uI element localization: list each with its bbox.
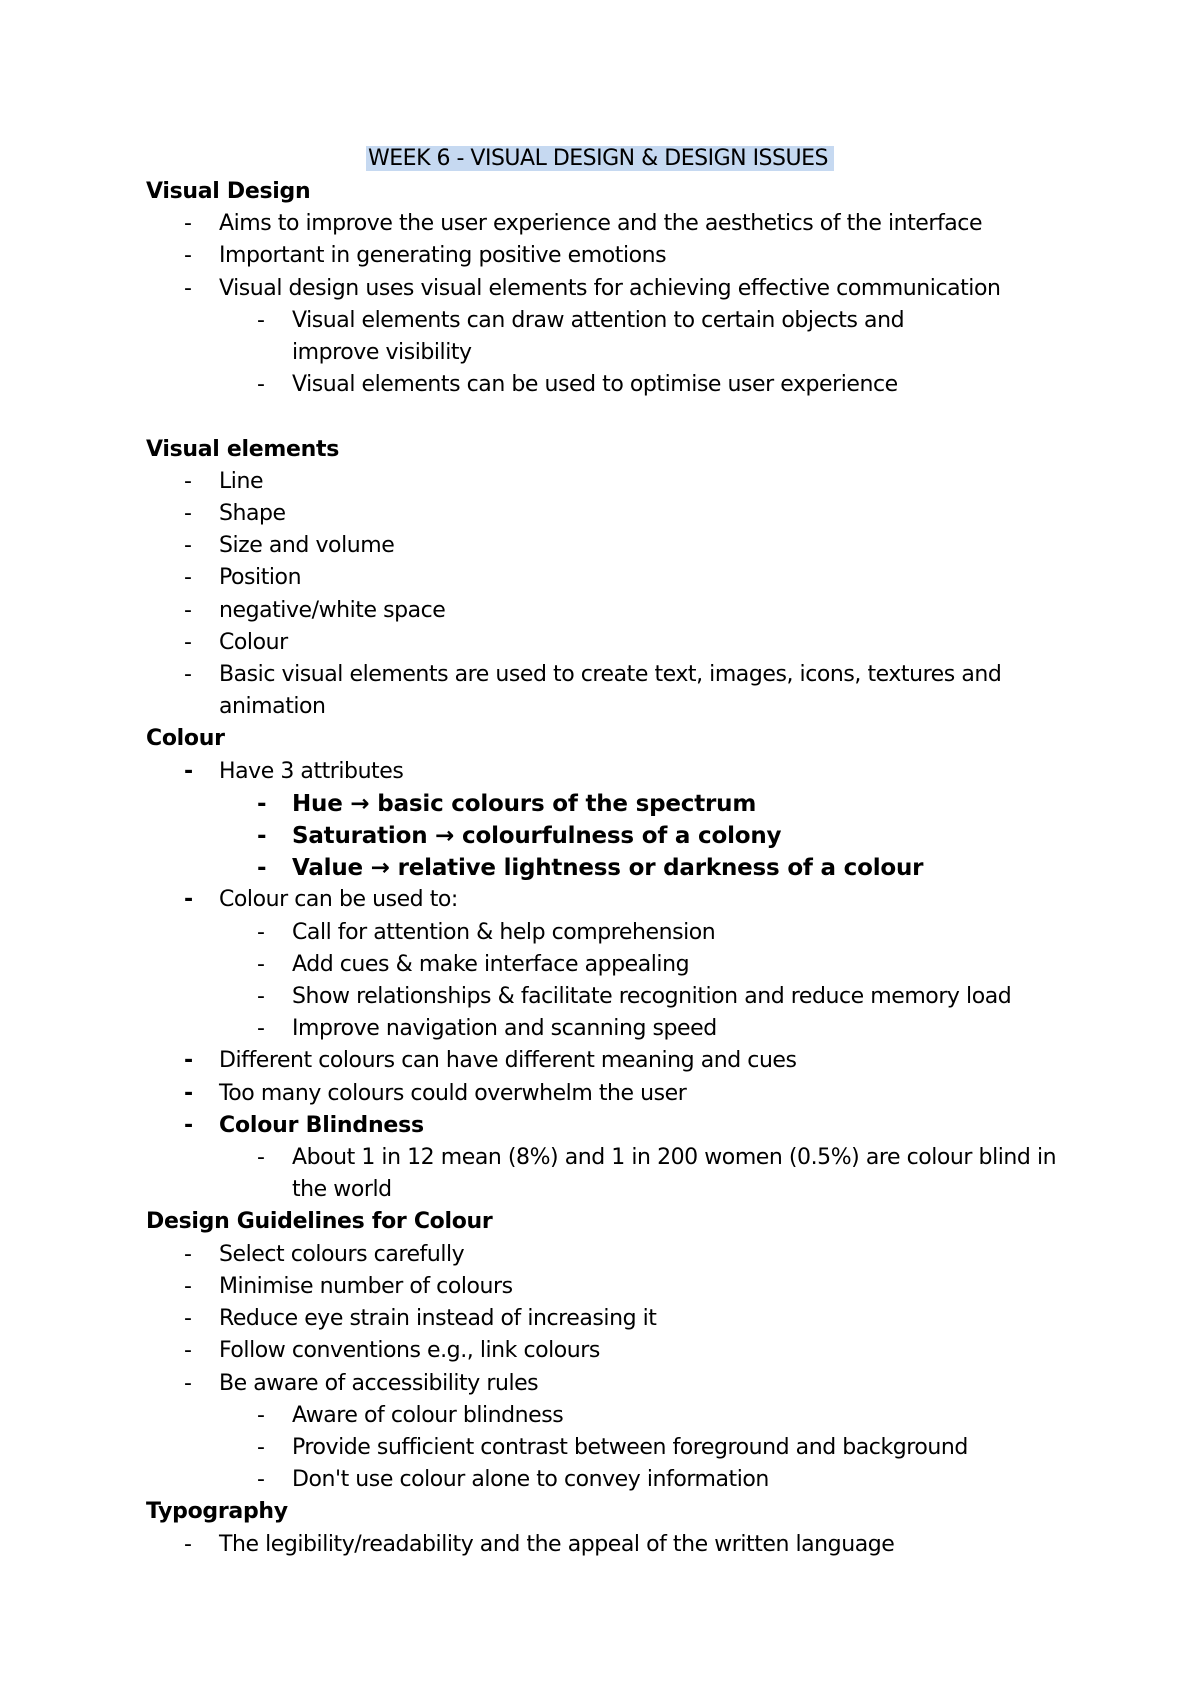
- section-heading-visual-elements: Visual elements: [146, 436, 339, 462]
- list-item: - Colour can be used to:: [146, 884, 1066, 916]
- sub-list-item-text: - Visual elements can draw attention to certain objects and improve visibility: [292, 307, 905, 366]
- list-item: - Select colours carefully: [146, 1239, 1066, 1271]
- list-item: - Important in generating positive emotions: [146, 240, 1066, 272]
- section-heading-design-guidelines: Design Guidelines for Colour: [146, 1209, 493, 1235]
- page-title: [0, 144, 1200, 174]
- section-heading-typography: Typography: [146, 1499, 288, 1525]
- list-item: - Line: [146, 466, 1066, 498]
- list-item: - Have 3 attributes: [146, 756, 1066, 788]
- list-item: - Minimise number of colours: [146, 1271, 1066, 1303]
- list-item: - Different colours can have different meaning and cues: [146, 1045, 1066, 1077]
- sub-list-item: - Don't use colour alone to convey information: [146, 1464, 1066, 1496]
- list-item: - Be aware of accessibility rules: [146, 1368, 1066, 1400]
- list-item: - Follow conventions e.g., link colours: [146, 1335, 1066, 1367]
- list-item: - Aims to improve the user experience and the aesthetics of the interface: [146, 208, 1066, 240]
- sub-list-item-hue: - Hue → basic colours of the spectrum: [146, 788, 1066, 820]
- sub-list-item: - Aware of colour blindness: [146, 1400, 1066, 1432]
- sub-list-item: [146, 1142, 1066, 1206]
- section-heading-visual-design: Visual Design: [146, 179, 311, 204]
- sub-list-item: - Show relationships & facilitate recognition and reduce memory load: [146, 981, 1066, 1013]
- page-title-text: WEEK 6 - VISUAL DESIGN & DESIGN ISSUES: [366, 146, 834, 171]
- sub-list-item-text: - About 1 in 12 mean (8%) and 1 in 200 women (0.5%) are colour blind in the world: [292, 1145, 1057, 1203]
- list-item: - Shape: [146, 498, 1066, 530]
- list-item: [146, 659, 1066, 723]
- sub-list-item: - Add cues & make interface appealing: [146, 949, 1066, 981]
- list-item: - Colour: [146, 627, 1066, 659]
- list-item-colour-blindness: - Colour Blindness: [146, 1110, 1066, 1142]
- list-item: - Too many colours could overwhelm the user: [146, 1078, 1066, 1110]
- list-item: - The legibility/readability and the appeal of the written language: [146, 1529, 1066, 1561]
- sub-list-item: - Improve navigation and scanning speed: [146, 1013, 1066, 1045]
- sub-list-item-saturation: - Saturation → colourfulness of a colony: [146, 820, 1066, 852]
- sub-list-item: - Visual elements can be used to optimise user experience: [146, 369, 1066, 401]
- list-item: - negative/white space: [146, 595, 1066, 627]
- spacer: [146, 401, 1066, 433]
- list-item: - Visual design uses visual elements for achieving effective communication: [146, 273, 1066, 305]
- section-heading-colour: Colour: [146, 726, 225, 752]
- list-item-text: - Basic visual elements are used to create text, images, icons, textures and animation: [219, 662, 1002, 720]
- sub-list-item: [146, 305, 1066, 369]
- list-item: - Position: [146, 562, 1066, 594]
- sub-list-item-value: - Value → relative lightness or darkness of a colour: [146, 852, 1066, 884]
- document-body: [146, 176, 1066, 1561]
- list-item: - Reduce eye strain instead of increasing it: [146, 1303, 1066, 1335]
- list-item: - Size and volume: [146, 530, 1066, 562]
- sub-list-item: - Call for attention & help comprehension: [146, 917, 1066, 949]
- sub-list-item: - Provide sufficient contrast between foreground and background: [146, 1432, 1066, 1464]
